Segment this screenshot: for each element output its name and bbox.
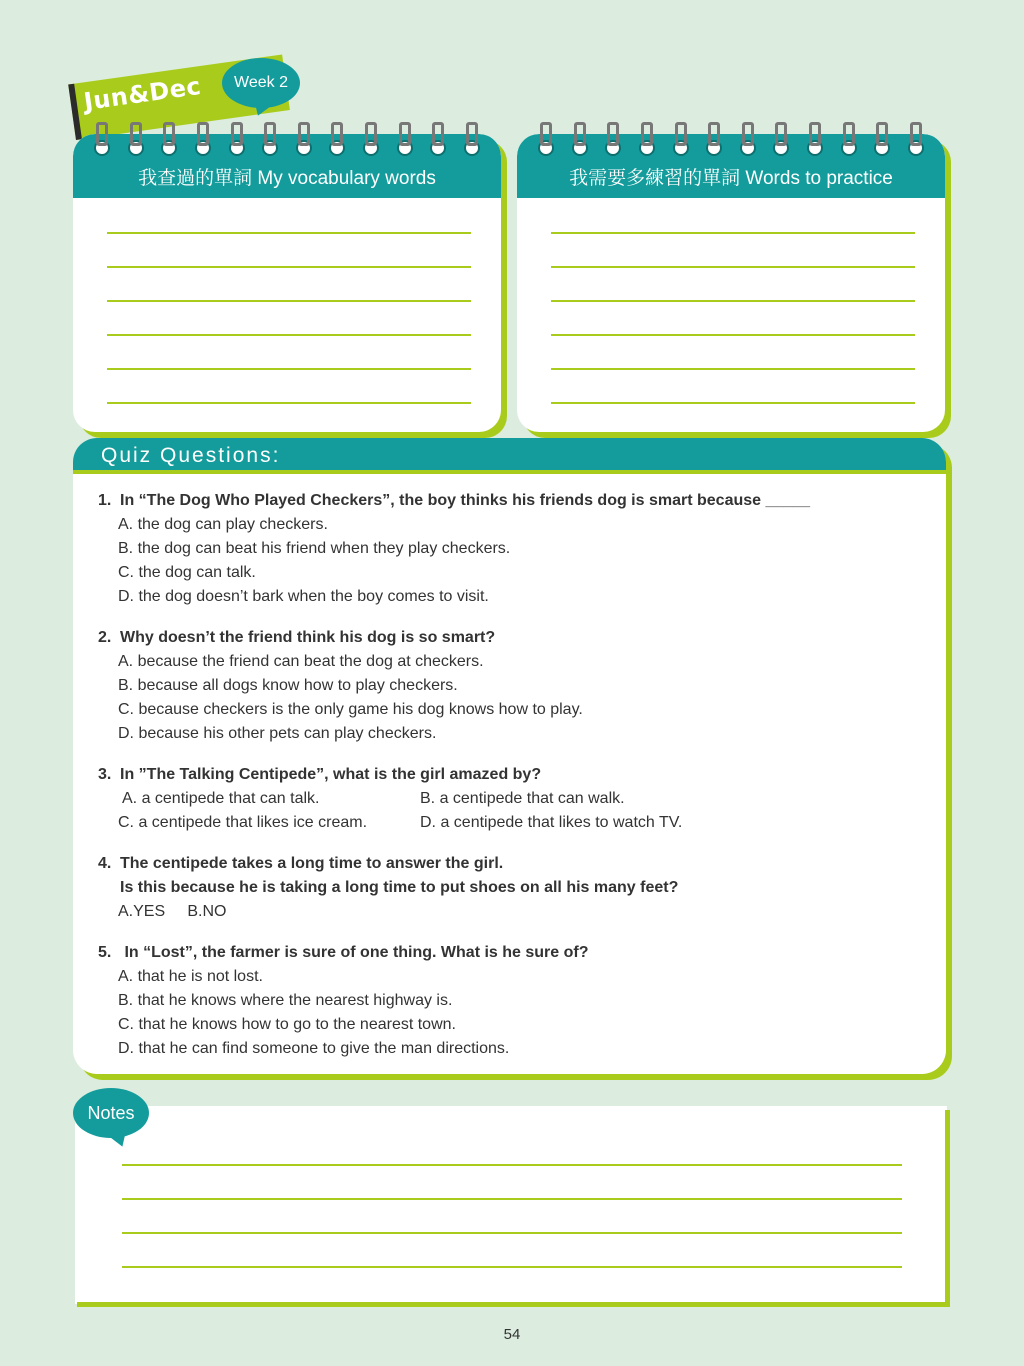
notebook-title: 我需要多練習的單詞 Words to practice (517, 134, 945, 198)
answer-option[interactable]: B. the dog can beat his friend when they play checkers. (118, 540, 511, 557)
answer-option[interactable]: D. a centipede that likes to watch TV. (420, 814, 683, 831)
question-text-continued: Is this because he is taking a long time to put shoes on all his many feet? (120, 879, 679, 896)
answer-option[interactable]: C. that he knows how to go to the nearest town. (118, 1016, 456, 1033)
spiral-binding (91, 122, 483, 156)
notes-border (945, 1110, 950, 1306)
notes-writing-lines[interactable] (122, 1164, 902, 1300)
question-4 (98, 852, 946, 924)
question-5 (98, 941, 946, 1061)
question-text: In ”The Talking Centipede”, what is the girl amazed by? (120, 766, 542, 783)
question-number: 5. (98, 944, 112, 961)
quiz-panel (73, 438, 946, 1074)
writing-lines[interactable] (551, 232, 915, 432)
answer-option[interactable]: D. that he can find someone to give the man directions. (118, 1040, 510, 1057)
vocabulary-notebook (73, 134, 501, 432)
tag-label: Jun&Dec (82, 71, 203, 116)
question-number: 1. (98, 492, 112, 509)
answer-options[interactable]: A.YES B.NO (118, 903, 227, 920)
question-number: 2. (98, 629, 112, 646)
answer-option[interactable]: A. that he is not lost. (118, 968, 263, 985)
question-text: Why doesn’t the friend think his dog is so smart? (120, 629, 496, 646)
question-number: 4. (98, 855, 112, 872)
question-2 (98, 626, 946, 746)
writing-lines[interactable] (107, 232, 471, 432)
spiral-binding (535, 122, 927, 156)
question-3 (98, 763, 946, 835)
answer-option[interactable]: B. a centipede that can walk. (420, 790, 625, 807)
question-text: The centipede takes a long time to answer the girl. (120, 855, 504, 872)
notes-border (77, 1302, 950, 1307)
answer-option[interactable]: A. the dog can play checkers. (118, 516, 328, 533)
answer-option[interactable]: B. that he knows where the nearest highway is. (118, 992, 453, 1009)
answer-option[interactable]: D. because his other pets can play checkers. (118, 725, 437, 742)
week-badge: Week 2 (222, 58, 300, 108)
question-text: In “The Dog Who Played Checkers”, the boy thinks his friends dog is smart because _____ (120, 492, 810, 509)
question-1 (98, 489, 946, 609)
answer-option[interactable]: D. the dog doesn’t bark when the boy comes to visit. (118, 588, 489, 605)
answer-option[interactable]: A. because the friend can beat the dog at checkers. (118, 653, 484, 670)
notes-label: Notes (73, 1088, 149, 1138)
answer-option[interactable]: C. the dog can talk. (118, 564, 256, 581)
quiz-heading: Quiz Questions: (73, 438, 946, 474)
answer-option[interactable]: A. a centipede that can talk. (122, 790, 320, 807)
answer-option[interactable]: B. because all dogs know how to play checkers. (118, 677, 458, 694)
answer-option[interactable]: C. because checkers is the only game his dog knows how to play. (118, 701, 583, 718)
page-number: 54 (503, 1326, 521, 1343)
practice-notebook (517, 134, 945, 432)
question-text: In “Lost”, the farmer is sure of one thing. What is he sure of? (120, 944, 589, 961)
notebook-title: 我查過的單詞 My vocabulary words (73, 134, 501, 198)
answer-option[interactable]: C. a centipede that likes ice cream. (118, 814, 368, 831)
question-number: 3. (98, 766, 112, 783)
